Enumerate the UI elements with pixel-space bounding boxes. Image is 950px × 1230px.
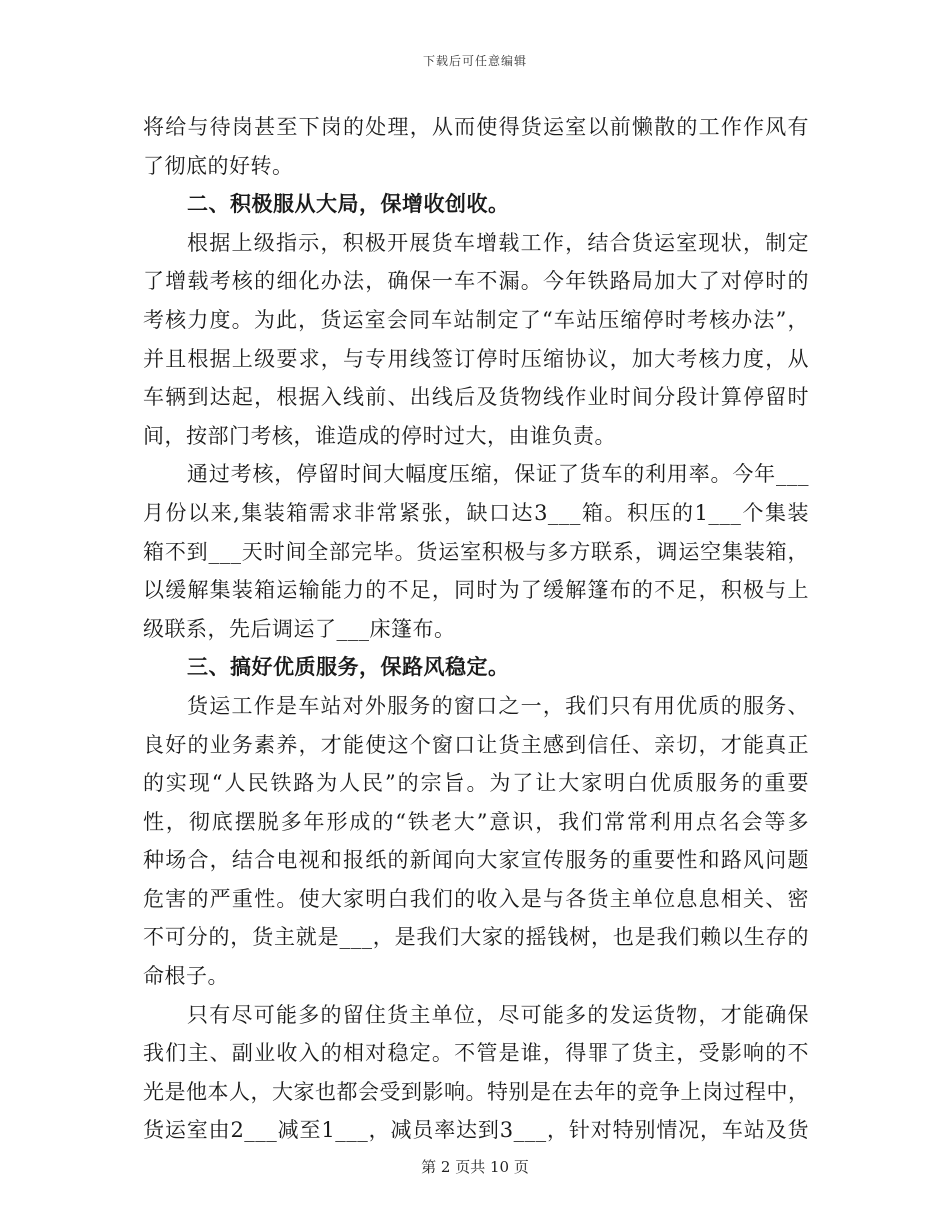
- paragraph-last-line: 间，按部门考核，谁造成的停时过大，由谁负责。: [143, 423, 616, 448]
- body-text-line: 将给与待岗甚至下岗的处理，从而使得货运室以前懒散的工作作风有: [143, 115, 809, 139]
- paragraph-first-line: 根据上级指示，积极开展货车增载工作，结合货运室现状，制定: [187, 230, 809, 255]
- document-body: [143, 108, 809, 1150]
- body-text-line: 我们主、副业收入的相对稳定。不管是谁，得罪了货主，受影响的不: [143, 1041, 809, 1066]
- body-text-line: 并且根据上级要求，与专用线签订停时压缩协议，加大考核力度，从: [143, 346, 809, 371]
- body-text-line: 月份以来,集装箱需求非常紧张，缺口达3___箱。积压的1___个集装: [143, 500, 809, 525]
- paragraph-first-line: 货运工作是车站对外服务的窗口之一，我们只有用优质的服务、: [187, 693, 809, 718]
- paragraph-last-line: 了彻底的好转。: [143, 153, 294, 178]
- body-text-line: 货运室由2___减至1___，减员率达到3___，针对特别情况，车站及货: [143, 1118, 809, 1143]
- page-header: 下载后可任意编辑: [422, 54, 527, 68]
- body-text-line: 不可分的，货主就是___，是我们大家的摇钱树，也是我们赖以生存的: [143, 925, 809, 950]
- body-text-line: 的实现“人民铁路为人民”的宗旨。为了让大家明白优质服务的重要: [143, 771, 809, 796]
- section-heading: 三、搞好优质服务，保路风稳定。: [187, 654, 510, 680]
- paragraph-last-line: 级联系，先后调运了___床篷布。: [143, 616, 456, 641]
- body-text-line: 危害的严重性。使大家明白我们的收入是与各货主单位息息相关、密: [143, 886, 809, 911]
- section-heading: 二、积极服从大局，保增收创收。: [187, 191, 510, 217]
- body-text-line: 箱不到___天时间全部完毕。货运室积极与多方联系，调运空集装箱，: [143, 539, 809, 564]
- page-number: 第 2 页共 10 页: [421, 1158, 529, 1176]
- paragraph-first-line: 只有尽可能多的留住货主单位，尽可能多的发运货物，才能确保: [187, 1002, 809, 1027]
- body-text-line: 性，彻底摆脱多年形成的“铁老大”意识，我们常常利用点名会等多: [143, 809, 809, 834]
- body-text-line: 良好的业务素养，才能使这个窗口让货主感到信任、亲切，才能真正: [143, 732, 809, 757]
- body-text-line: 种场合，结合电视和报纸的新闻向大家宣传服务的重要性和路风问题: [143, 848, 809, 873]
- body-text-line: 考核力度。为此，货运室会同车站制定了“车站压缩停时考核办法”，: [143, 307, 809, 332]
- body-text-line: 了增载考核的细化办法，确保一车不漏。今年铁路局加大了对停时的: [143, 269, 809, 294]
- paragraph-first-line: 通过考核，停留时间大幅度压缩，保证了货车的利用率。今年___: [187, 462, 809, 487]
- body-text-line: 光是他本人，大家也都会受到影响。特别是在去年的竞争上岗过程中，: [143, 1079, 810, 1104]
- body-text-line: 以缓解集装箱运输能力的不足，同时为了缓解篷布的不足，积极与上: [143, 578, 809, 603]
- paragraph-last-line: 命根子。: [143, 964, 229, 989]
- body-text-line: 车辆到达起，根据入线前、出线后及货物线作业时间分段计算停留时: [143, 385, 809, 410]
